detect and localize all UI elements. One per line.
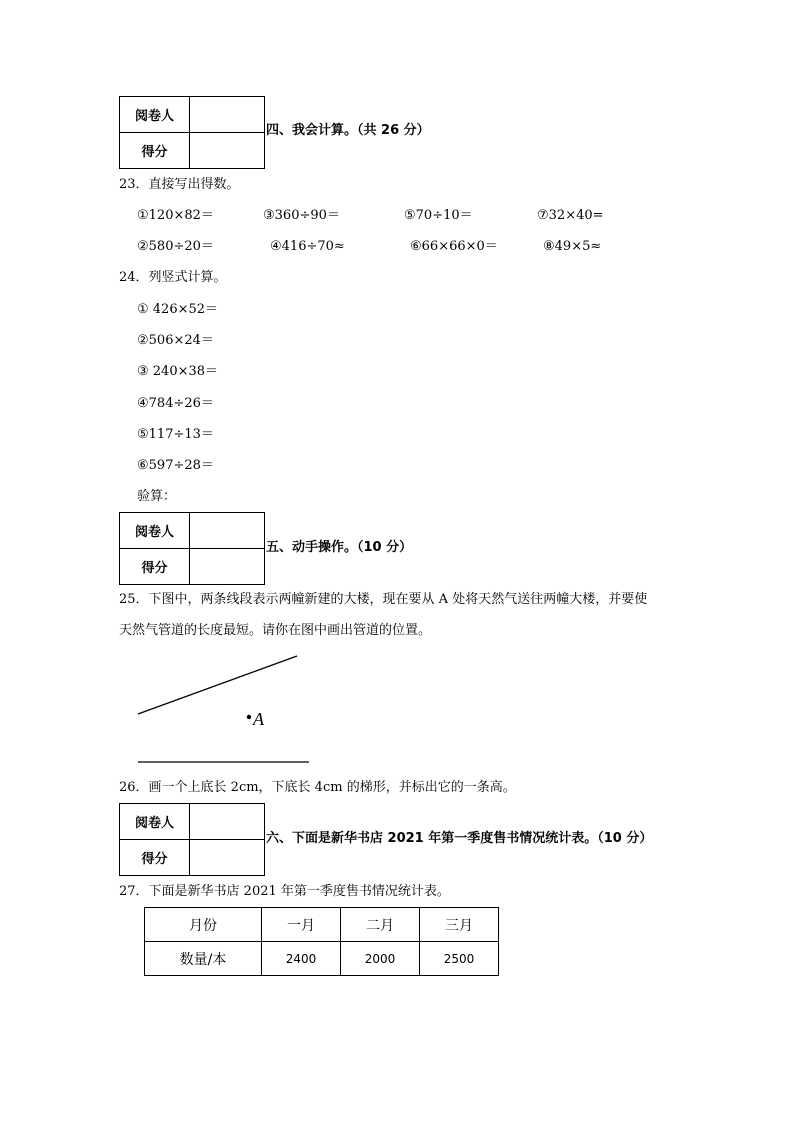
q24-item-2: ②506×24＝	[137, 333, 214, 348]
score-label: 得分	[120, 549, 190, 585]
sales-header-cell: 月份	[145, 908, 262, 942]
sales-header-cell: 一月	[262, 908, 341, 942]
score-label: 得分	[120, 840, 190, 876]
q25-line1: 25．下图中，两条线段表示两幢新建的大楼，现在要从 A 处将天然气送往两幢大楼，并要使	[119, 592, 648, 607]
q23-item-3: ③360÷90＝	[263, 208, 340, 223]
sales-cell: 2400	[262, 942, 341, 976]
q26-stem: 26．画一个上底长 2cm，下底长 4cm 的梯形，并标出它的一条高。	[119, 780, 516, 795]
sales-table-header-row	[145, 908, 499, 942]
q23-item-5: ⑤70÷10＝	[404, 208, 473, 223]
q23-item-1: ①120×82＝	[137, 208, 214, 223]
section5-title: 五、动手操作。（10 分）	[266, 540, 413, 555]
q24-item-6: ⑥597÷28＝	[137, 458, 214, 473]
section6-title: 六、下面是新华书店 2021 年第一季度售书情况统计表。（10 分）	[266, 831, 653, 846]
q24-item-3: ③ 240×38＝	[137, 364, 219, 379]
score-value[interactable]	[190, 840, 265, 876]
q24-check-label: 验算：	[137, 489, 177, 504]
point-a-dot	[247, 715, 251, 719]
building-segment-upper	[138, 656, 297, 714]
q24-item-1: ① 426×52＝	[137, 302, 219, 317]
sales-table	[144, 907, 499, 976]
sales-row-label: 数量/本	[145, 942, 262, 976]
grader-label: 阅卷人	[120, 804, 190, 840]
grader-box-section6	[119, 803, 265, 876]
q23-item-6: ⑥66×66×0＝	[410, 239, 498, 254]
grader-label: 阅卷人	[120, 97, 190, 133]
grader-label: 阅卷人	[120, 513, 190, 549]
q25-line2: 天然气管道的长度最短。请你在图中画出管道的位置。	[119, 623, 432, 638]
q23-item-7: ⑦32×40=	[537, 208, 604, 223]
q23-stem: 23．直接写出得数。	[119, 177, 240, 192]
q23-item-4: ④416÷70≈	[270, 239, 345, 254]
score-label: 得分	[120, 133, 190, 169]
sales-cell: 2000	[341, 942, 420, 976]
sales-header-cell: 二月	[341, 908, 420, 942]
sales-cell: 2500	[420, 942, 499, 976]
q24-item-4: ④784÷26＝	[137, 396, 214, 411]
q23-item-8: ⑧49×5≈	[543, 239, 602, 254]
q27-stem: 27．下面是新华书店 2021 年第一季度售书情况统计表。	[119, 884, 450, 899]
q23-item-2: ②580÷20＝	[137, 239, 214, 254]
q24-stem: 24．列竖式计算。	[119, 270, 227, 285]
section4-title: 四、我会计算。（共 26 分）	[266, 123, 430, 138]
sales-header-cell: 三月	[420, 908, 499, 942]
q24-item-5: ⑤117÷13＝	[137, 427, 214, 442]
point-a-label: A	[253, 709, 264, 729]
grader-value[interactable]	[190, 804, 265, 840]
sales-table-data-row	[145, 942, 499, 976]
